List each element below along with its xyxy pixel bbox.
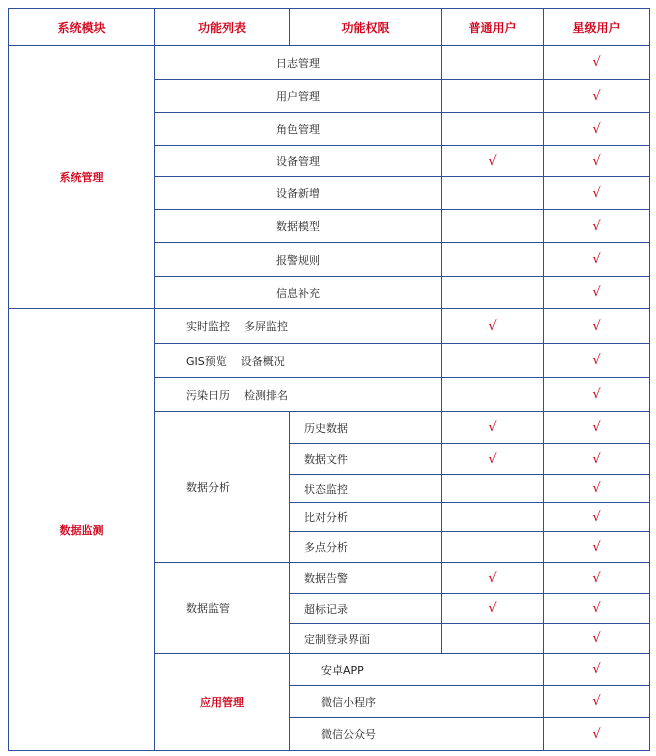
function-name: 信息补充 (155, 277, 442, 309)
function-name: GIS预览 (186, 354, 227, 368)
normal-user-check: √ (544, 654, 650, 686)
star-user-check: √ (544, 475, 650, 503)
header-function-list: 功能列表 (155, 9, 290, 46)
function-name: 微信公众号 (290, 718, 544, 751)
normal-user-check (442, 80, 544, 113)
normal-user-check: √ (442, 594, 544, 624)
header-star-user: 星级用户 (544, 9, 650, 46)
normal-user-check: √ (442, 309, 544, 344)
star-user-check: √ (544, 344, 650, 378)
module-monitor: 数据监测 (9, 309, 155, 751)
function-name: 数据告警 (290, 563, 442, 594)
table-row (9, 309, 650, 344)
star-user-check: √ (544, 80, 650, 113)
function-pair (155, 344, 442, 378)
function-name: 污染日历 (186, 388, 230, 402)
star-user-check: √ (544, 243, 650, 277)
normal-user-check: √ (442, 146, 544, 177)
normal-user-check: √ (544, 718, 650, 751)
header-module: 系统模块 (9, 9, 155, 46)
function-name: 微信小程序 (290, 686, 544, 718)
table-row (9, 46, 650, 80)
function-name: 设备新增 (155, 177, 442, 210)
normal-user-check: √ (442, 444, 544, 475)
function-name: 比对分析 (290, 503, 442, 532)
module-system: 系统管理 (9, 46, 155, 309)
function-name: 报警规则 (155, 243, 442, 277)
star-user-check: √ (544, 277, 650, 309)
header-normal-user: 普通用户 (442, 9, 544, 46)
header-permission: 功能权限 (290, 9, 442, 46)
function-name: 安卓APP (290, 654, 544, 686)
normal-user-check: √ (442, 563, 544, 594)
function-name: 用户管理 (155, 80, 442, 113)
header-row (9, 9, 650, 46)
normal-user-check (442, 46, 544, 80)
function-name: 超标记录 (290, 594, 442, 624)
function-name: 数据模型 (155, 210, 442, 243)
function-pair (155, 309, 442, 344)
permission-table (8, 8, 650, 751)
normal-user-check (442, 177, 544, 210)
normal-user-check (442, 277, 544, 309)
function-name: 定制登录界面 (290, 624, 442, 654)
group-data-supervision: 数据监管 (155, 563, 290, 654)
star-user-check: √ (544, 210, 650, 243)
normal-user-check (442, 624, 544, 654)
normal-user-check (442, 210, 544, 243)
function-name: 角色管理 (155, 113, 442, 146)
normal-user-check: √ (544, 686, 650, 718)
function-name: 设备概况 (240, 354, 285, 368)
function-pair (155, 378, 442, 412)
normal-user-check (442, 532, 544, 563)
function-name: 设备管理 (155, 146, 442, 177)
star-user-check: √ (544, 46, 650, 80)
normal-user-check (442, 243, 544, 277)
star-user-check: √ (544, 378, 650, 412)
function-name: 实时监控 (186, 320, 230, 333)
normal-user-check (442, 113, 544, 146)
star-user-check: √ (544, 594, 650, 624)
star-user-check: √ (544, 113, 650, 146)
normal-user-check (442, 503, 544, 532)
function-name: 状态监控 (290, 475, 442, 503)
star-user-check: √ (544, 177, 650, 210)
star-user-check: √ (544, 146, 650, 177)
function-name: 多屏监控 (244, 320, 288, 333)
star-user-check: √ (544, 532, 650, 563)
star-user-check: √ (544, 624, 650, 654)
normal-user-check (442, 344, 544, 378)
star-user-check: √ (544, 309, 650, 344)
function-name: 历史数据 (290, 412, 442, 444)
star-user-check: √ (544, 444, 650, 475)
group-data-analysis: 数据分析 (155, 412, 290, 563)
star-user-check: √ (544, 503, 650, 532)
normal-user-check: √ (442, 412, 544, 444)
function-name: 日志管理 (155, 46, 442, 80)
normal-user-check (442, 475, 544, 503)
function-name: 多点分析 (290, 532, 442, 563)
star-user-check: √ (544, 412, 650, 444)
star-user-check: √ (544, 563, 650, 594)
function-name: 检测排名 (244, 388, 288, 402)
module-apps: 应用管理 (155, 654, 290, 751)
normal-user-check (442, 378, 544, 412)
function-name: 数据文件 (290, 444, 442, 475)
